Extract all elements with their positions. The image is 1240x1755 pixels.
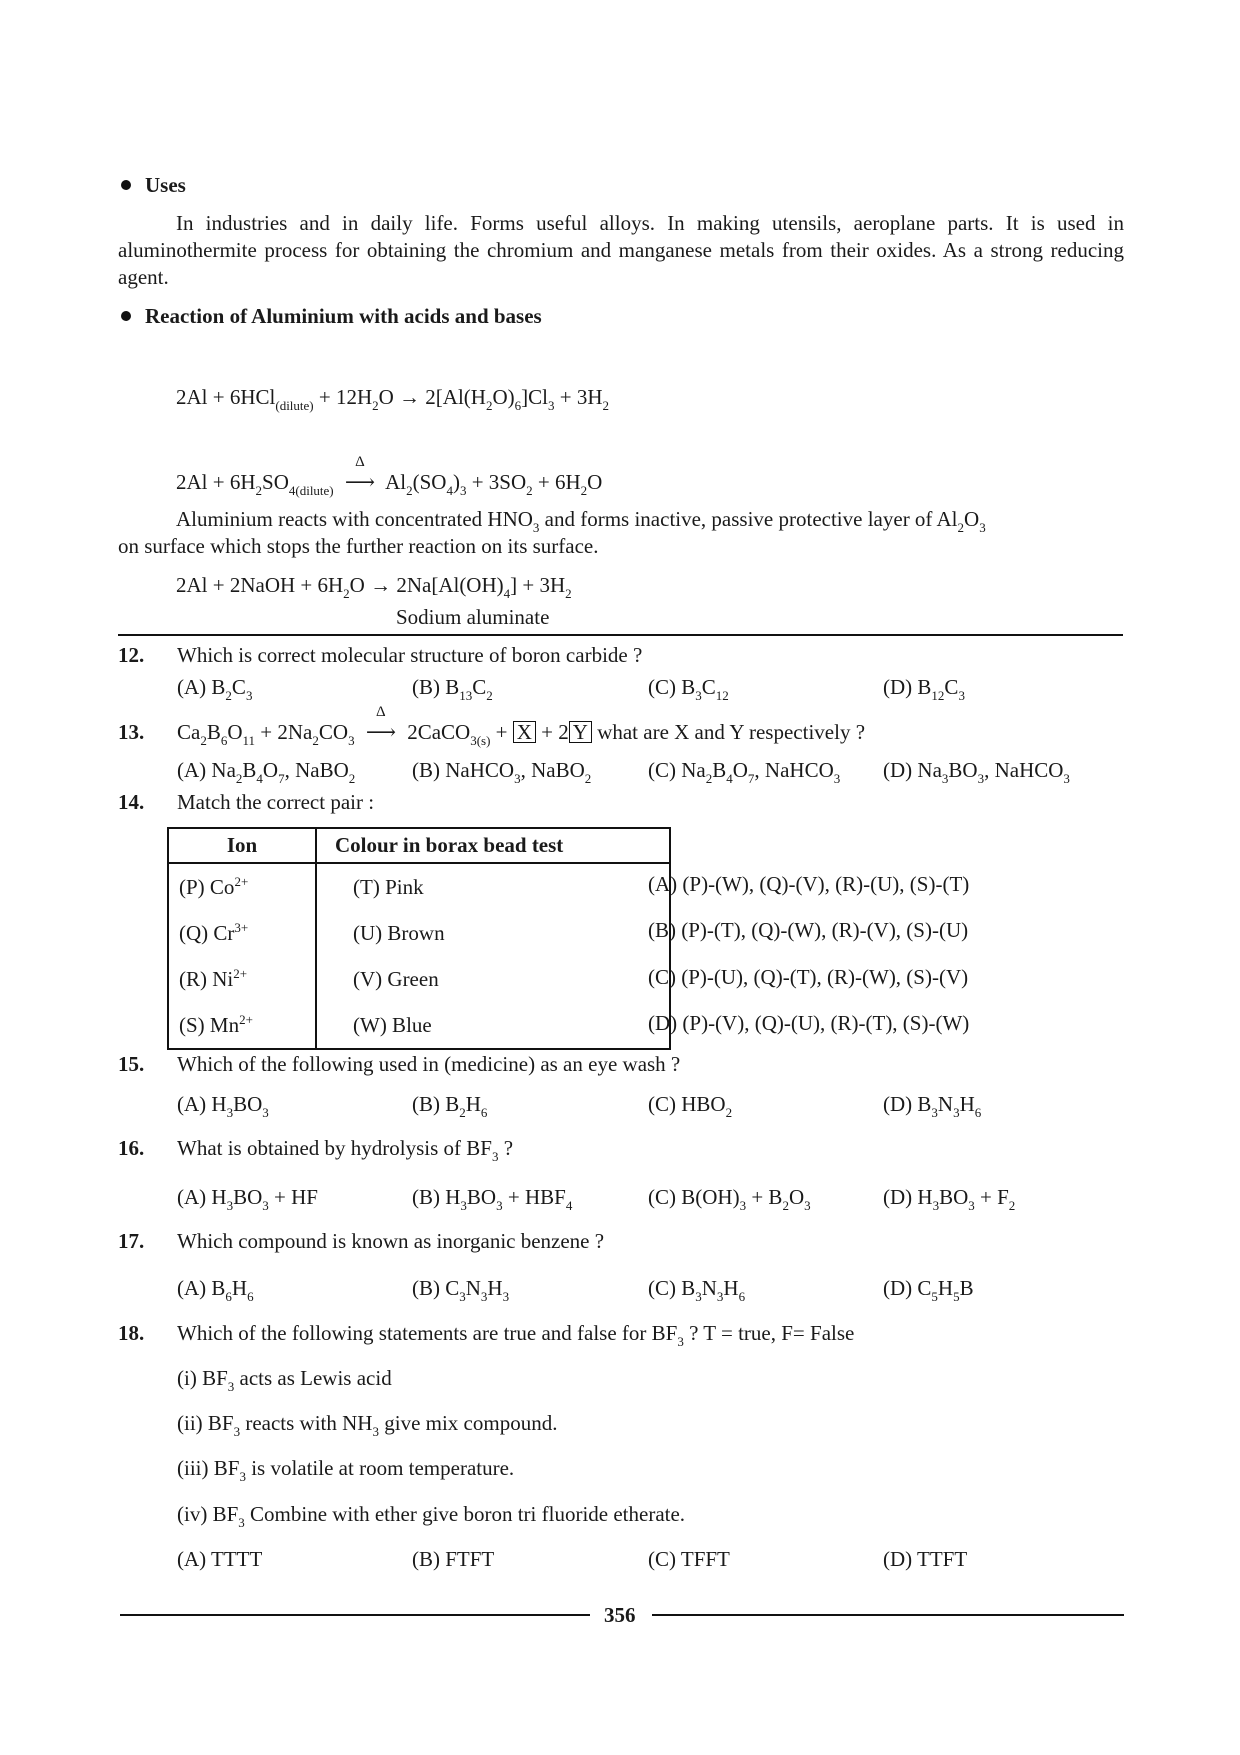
q12-text: Which is correct molecular structure of boron carbide ? bbox=[177, 643, 643, 667]
q17-option-d: (D) $C_5H_5B$ bbox=[883, 1276, 974, 1304]
q12-option-b: (B) $B_{13}C_2$ bbox=[412, 675, 493, 703]
q18-number: 18. bbox=[118, 1321, 145, 1345]
q16-number: 16. bbox=[118, 1136, 145, 1160]
table-row bbox=[168, 863, 670, 910]
q14-option-a: (A) (P)-(W), (Q)-(V), (R)-(U), (S)-(T) bbox=[648, 872, 970, 896]
q16-option-d: (D) $H_3BO_3 + F_2$ bbox=[883, 1185, 1016, 1213]
q16-text: What is obtained by hydrolysis of $BF_3$ ? bbox=[177, 1136, 514, 1164]
table-row bbox=[168, 910, 670, 956]
bullet-icon bbox=[121, 311, 131, 321]
ion-cell: (Q) $Cr^{3+}$ bbox=[168, 910, 316, 956]
equation-h2so4: $2Al + 6H_2SO_{4(dilute)}$ Δ ⟶ $Al_2(SO_4)_3 + 3SO_2 + 6H_2O$ bbox=[176, 454, 603, 498]
q13-number: 13. bbox=[118, 720, 145, 744]
sodium-aluminate-label: Sodium aluminate bbox=[396, 605, 550, 629]
q18-statement-4: (iv) $BF_3$ Combine with ether give boron tri fluoride etherate. bbox=[177, 1502, 686, 1530]
q13-option-d: (D) $Na_3BO_3$, NaHCO$_3$ bbox=[883, 758, 1070, 786]
q17-option-c: (C) $B_3N_3H_6$ bbox=[648, 1276, 746, 1304]
q13-option-a: (A) $Na_2B_4O_7$, NaBO$_2$ bbox=[177, 758, 356, 786]
ion-cell: (R) $Ni^{2+}$ bbox=[168, 956, 316, 1002]
table-header-ion: Ion bbox=[168, 828, 316, 863]
q18-option-d: (D) TTFT bbox=[883, 1547, 968, 1571]
footer-rule-left bbox=[120, 1614, 590, 1616]
q16-option-a: (A) $H_3BO_3$ + HF bbox=[177, 1185, 318, 1213]
q18-text: Which of the following statements are true and false for $BF_3$ ? T = true, F= False bbox=[177, 1321, 855, 1349]
q18-statement-2: (ii) $BF_3$ reacts with $NH_3$ give mix compound. bbox=[177, 1411, 558, 1439]
q15-option-b: (B) $B_2H_6$ bbox=[412, 1092, 488, 1120]
q16-option-b: (B) $H_3BO_3 + HBF_4$ bbox=[412, 1185, 573, 1213]
q14-option-b: (B) (P)-(T), (Q)-(W), (R)-(V), (S)-(U) bbox=[648, 918, 969, 942]
q15-number: 15. bbox=[118, 1052, 145, 1076]
q18-option-b: (B) FTFT bbox=[412, 1547, 495, 1571]
table-row bbox=[168, 1002, 670, 1049]
q15-option-d: (D) $B_3N_3H_6$ bbox=[883, 1092, 982, 1120]
q15-text: Which of the following used in (medicine) as an eye wash ? bbox=[177, 1052, 681, 1076]
q14-option-c: (C) (P)-(U), (Q)-(T), (R)-(W), (S)-(V) bbox=[648, 965, 969, 989]
colour-cell: (V) Green bbox=[353, 966, 439, 991]
q17-number: 17. bbox=[118, 1229, 145, 1253]
q12-option-a: (A) $B_2C_3$ bbox=[177, 675, 253, 703]
q17-option-b: (B) $C_3N_3H_3$ bbox=[412, 1276, 510, 1304]
bullet-icon bbox=[121, 180, 131, 190]
q13-option-b: (B) NaHCO$_3$, NaBO$_2$ bbox=[412, 758, 592, 786]
q13-equation: $Ca_2B_6O_{11} + 2Na_2CO_3$ Δ ⟶ 2CaCO$_{3(s)}$ + X + 2 Y what are X and Y respectively ? bbox=[177, 704, 866, 748]
q16-option-c: (C) $B(OH)_3 + B_2O_3$ bbox=[648, 1185, 811, 1213]
hno3-text: Aluminium reacts with concentrated $HNO_3$ and forms inactive, passive protective layer of $Al_2O_3$ bbox=[176, 507, 986, 535]
page-number: 356 bbox=[604, 1603, 636, 1627]
borax-bead-table bbox=[167, 827, 671, 1050]
q18-option-c: (C) TFFT bbox=[648, 1547, 730, 1571]
passive-text: on surface which stops the further reaction on its surface. bbox=[118, 534, 599, 558]
footer-rule-right bbox=[652, 1614, 1124, 1616]
q15-option-c: (C) $HBO_2$ bbox=[648, 1092, 733, 1120]
q14-text: Match the correct pair : bbox=[177, 790, 375, 814]
reaction-heading: Reaction of Aluminium with acids and bases bbox=[121, 304, 542, 329]
q12-option-c: (C) $B_3C_{12}$ bbox=[648, 675, 729, 703]
q18-statement-3: (iii) $BF_3$ is volatile at room temperature. bbox=[177, 1456, 515, 1484]
q13-option-c: (C) $Na_2B_4O_7$, NaHCO$_3$ bbox=[648, 758, 841, 786]
q17-option-a: (A) $B_6H_6$ bbox=[177, 1276, 254, 1304]
q18-option-a: (A) TTTT bbox=[177, 1547, 263, 1571]
uses-paragraph: In industries and in daily life. Forms useful alloys. In making utensils, aeroplane parts. It is used in aluminothermite process for obtaining the chromium and manganese metals from their oxides. As a strong reducing agent. bbox=[118, 211, 1124, 289]
colour-cell: (T) Pink bbox=[353, 874, 424, 899]
y-box: Y bbox=[569, 721, 592, 743]
q15-option-a: (A) $H_3BO_3$ bbox=[177, 1092, 269, 1120]
q14-number: 14. bbox=[118, 790, 145, 814]
uses-heading: Uses bbox=[121, 173, 186, 198]
q18-statement-1: (i) $BF_3$ acts as Lewis acid bbox=[177, 1366, 392, 1394]
table-row bbox=[168, 956, 670, 1002]
colour-cell: (U) Brown bbox=[353, 920, 445, 945]
q14-option-d: (D) (P)-(V), (Q)-(U), (R)-(T), (S)-(W) bbox=[648, 1011, 970, 1035]
divider bbox=[118, 634, 1123, 636]
x-box: X bbox=[513, 721, 536, 743]
ion-cell: (S) $Mn^{2+}$ bbox=[168, 1002, 316, 1049]
q12-number: 12. bbox=[118, 643, 145, 667]
ion-cell: (P) $Co^{2+}$ bbox=[168, 863, 316, 910]
equation-hcl: $2Al + 6HCl_{(dilute)} + 12H_2O \to 2[Al(H_2O)_6]Cl_3 + 3H_2$ bbox=[176, 385, 609, 413]
q17-text: Which compound is known as inorganic benzene ? bbox=[177, 1229, 605, 1253]
equation-naoh: 2Al + 2NaOH + $6H_2O \to 2Na[Al(OH)_4] + 3H_2$ bbox=[176, 573, 572, 601]
q12-option-d: (D) $B_{12}C_3$ bbox=[883, 675, 965, 703]
table-header-colour: Colour in borax bead test bbox=[316, 828, 670, 863]
colour-cell: (W) Blue bbox=[353, 1012, 432, 1037]
